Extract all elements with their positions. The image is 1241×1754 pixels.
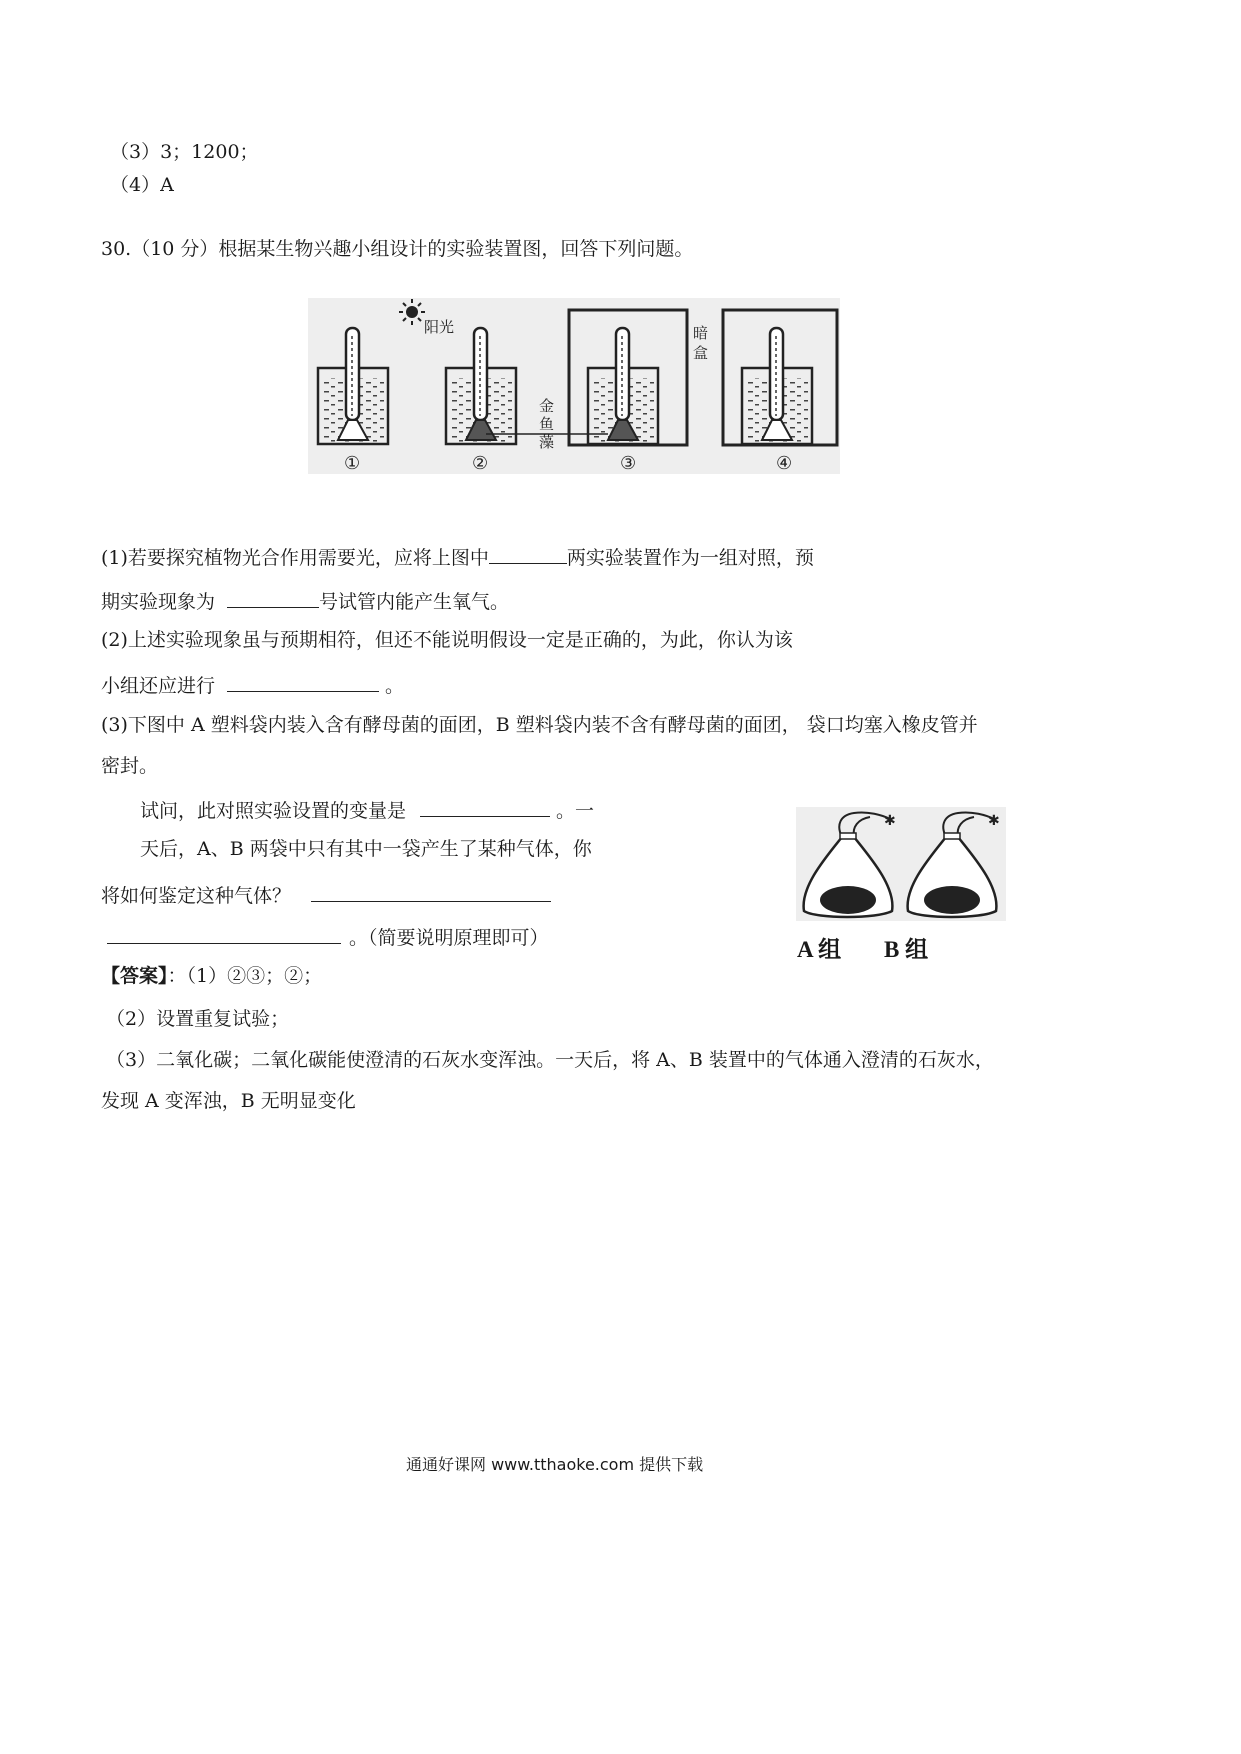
answer-line1 bbox=[101, 967, 322, 986]
plant-label-1: 金 bbox=[539, 397, 555, 415]
q3-blank-3[interactable] bbox=[107, 925, 341, 944]
svg-text:✱: ✱ bbox=[884, 813, 896, 829]
q3-blank-1[interactable] bbox=[420, 798, 550, 817]
question-title: 30.（10 分）根据某生物兴趣小组设计的实验装置图，回答下列问题。 bbox=[101, 238, 694, 260]
bag-b-label: B 组 bbox=[884, 937, 929, 962]
q2-line2 bbox=[101, 673, 404, 696]
q3-line5 bbox=[101, 883, 551, 906]
q1-blank-2[interactable] bbox=[227, 589, 319, 608]
q3-text-a: 试问，此对照实验设置的变量是 bbox=[140, 800, 407, 822]
answer-heading: 【答案】 bbox=[101, 965, 168, 987]
q3-text-b: 。一 bbox=[556, 800, 595, 822]
prev-answer-3: （3）3；1200； bbox=[110, 141, 259, 163]
svg-text:✱: ✱ bbox=[988, 813, 1000, 829]
prev-answer-4: （4）A bbox=[110, 174, 174, 196]
q2-text-b: 。 bbox=[385, 675, 405, 697]
plant-label-3: 藻 bbox=[539, 433, 555, 451]
q1-text-a: (1)若要探究植物光合作用需要光，应将上图中 bbox=[101, 547, 489, 569]
q3-text-d: 。（简要说明原理即可） bbox=[349, 927, 549, 949]
page-footer: 通通好课网 www.tthaoke.com 提供下载 bbox=[406, 1455, 704, 1474]
q2-text-a: 小组还应进行 bbox=[101, 675, 216, 697]
apparatus-number-2: ② bbox=[472, 453, 489, 474]
q1-text-d: 号试管内能产生氧气。 bbox=[319, 591, 510, 613]
q3-line4: 天后，A、B 两袋中只有其中一袋产生了某种气体，你 bbox=[140, 838, 592, 860]
apparatus-number-4: ④ bbox=[776, 453, 793, 474]
dark-box-label-1: 暗 bbox=[693, 324, 709, 342]
answer-2: （2）设置重复试验； bbox=[106, 1008, 290, 1030]
q1-line2 bbox=[101, 589, 509, 612]
q3-line2: 密封。 bbox=[101, 755, 159, 777]
bag-a-label: A 组 bbox=[797, 937, 842, 962]
answer-3-line1: （3）二氧化碳；二氧化碳能使澄清的石灰水变浑浊。一天后，将 A、B 装置中的气体通入澄清的石灰水， bbox=[106, 1049, 994, 1071]
experiment-apparatus-figure bbox=[308, 298, 840, 474]
answer-1: ：（1）②③；②； bbox=[167, 965, 323, 987]
q1-blank-1[interactable] bbox=[489, 545, 567, 564]
q3-blank-2[interactable] bbox=[311, 883, 551, 902]
answer-3-line2: 发现 A 变浑浊，B 无明显变化 bbox=[101, 1090, 356, 1112]
apparatus-number-1: ① bbox=[344, 453, 361, 474]
q1-text-c: 期实验现象为 bbox=[101, 591, 216, 613]
q1-line1 bbox=[101, 545, 814, 568]
q2-line1: (2)上述实验现象虽与预期相符，但还不能说明假设一定是正确的，为此，你认为该 bbox=[101, 629, 793, 651]
dark-box-label-2: 盒 bbox=[693, 344, 709, 362]
apparatus-number-3: ③ bbox=[620, 453, 637, 474]
q1-text-b: 两实验装置作为一组对照，预 bbox=[566, 547, 814, 569]
plant-label-2: 鱼 bbox=[539, 415, 555, 433]
q3-text-c: 将如何鉴定这种气体？ bbox=[101, 885, 292, 907]
sun-label: 阳光 bbox=[424, 318, 455, 336]
q2-blank[interactable] bbox=[227, 673, 379, 692]
yeast-bags-figure bbox=[796, 807, 1006, 921]
q3-line6 bbox=[107, 925, 549, 948]
q3-line1: (3)下图中 A 塑料袋内装入含有酵母菌的面团，B 塑料袋内装不含有酵母菌的面团， 袋口均塞入橡皮管并 bbox=[101, 714, 978, 736]
q3-line3 bbox=[140, 798, 594, 821]
